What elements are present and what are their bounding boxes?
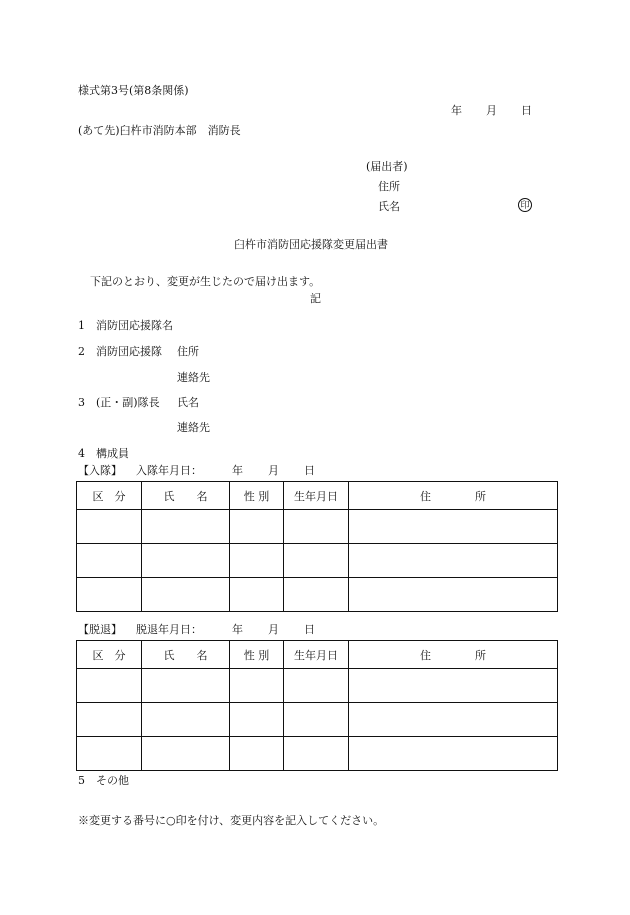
item-4-label: 4 構成員 (78, 447, 129, 460)
table-cell[interactable] (77, 703, 142, 737)
item-5-label: 5 その他 (78, 774, 129, 787)
header-address: 住 所 (349, 482, 558, 510)
table-cell[interactable] (230, 544, 284, 578)
table-cell[interactable] (284, 544, 349, 578)
table-cell[interactable] (77, 669, 142, 703)
table-cell[interactable] (284, 578, 349, 612)
applicant-address-label: 住所 (378, 180, 400, 193)
table-cell[interactable] (77, 510, 142, 544)
table-cell[interactable] (284, 737, 349, 771)
applicant-name-label: 氏名 (378, 200, 400, 213)
leave-year-label: 年 (232, 623, 243, 636)
table-cell[interactable] (349, 737, 558, 771)
date-day-label: 日 (521, 104, 532, 117)
table-cell[interactable] (284, 703, 349, 737)
join-month-label: 月 (268, 464, 279, 477)
table-cell[interactable] (349, 510, 558, 544)
table-cell[interactable] (142, 669, 230, 703)
join-day-label: 日 (304, 464, 315, 477)
table-row (77, 578, 558, 612)
table-cell[interactable] (77, 544, 142, 578)
item-2-contact-label: 連絡先 (177, 371, 210, 384)
table-row (77, 737, 558, 771)
intro-text: 下記のとおり、変更が生じたので届け出ます。 (90, 275, 321, 288)
seal-mark: 印 (518, 198, 532, 212)
table-cell[interactable] (142, 510, 230, 544)
leave-day-label: 日 (304, 623, 315, 636)
table-cell[interactable] (284, 510, 349, 544)
ki-label: 記 (310, 292, 321, 305)
table-cell[interactable] (349, 544, 558, 578)
header-division: 区 分 (77, 641, 142, 669)
table-row (77, 510, 558, 544)
leave-month-label: 月 (268, 623, 279, 636)
table-cell[interactable] (349, 669, 558, 703)
header-name: 氏 名 (142, 482, 230, 510)
table-cell[interactable] (142, 703, 230, 737)
table-cell[interactable] (142, 737, 230, 771)
header-birth-date: 生年月日 (284, 641, 349, 669)
table-cell[interactable] (230, 737, 284, 771)
table-cell[interactable] (230, 578, 284, 612)
table-cell[interactable] (284, 669, 349, 703)
join-members-table (76, 481, 558, 612)
table-cell[interactable] (77, 578, 142, 612)
table-cell[interactable] (230, 669, 284, 703)
join-label: 【入隊】 (78, 464, 122, 477)
table-header-row (77, 482, 558, 510)
header-gender: 性 別 (230, 641, 284, 669)
table-cell[interactable] (230, 510, 284, 544)
header-address: 住 所 (349, 641, 558, 669)
join-date-label: 入隊年月日： (136, 464, 202, 477)
header-gender: 性 別 (230, 482, 284, 510)
item-1-label: 1 消防団応援隊名 (78, 319, 173, 332)
date-month-label: 月 (486, 104, 497, 117)
item-3-name-label: 氏名 (177, 396, 199, 409)
item-2-address-label: 住所 (177, 345, 199, 358)
header-division: 区 分 (77, 482, 142, 510)
form-number: 様式第3号(第8条関係) (78, 84, 189, 97)
leave-members-table (76, 640, 558, 771)
table-row (77, 544, 558, 578)
applicant-heading: (届出者) (366, 160, 408, 173)
table-header-row (77, 641, 558, 669)
item-3-contact-label: 連絡先 (177, 421, 210, 434)
table-cell[interactable] (77, 737, 142, 771)
table-cell[interactable] (142, 544, 230, 578)
table-cell[interactable] (230, 703, 284, 737)
item-2-label: 2 消防団応援隊 (78, 345, 162, 358)
leave-label: 【脱退】 (78, 623, 122, 636)
document-title: 臼杵市消防団応援隊変更届出書 (234, 238, 388, 251)
date-year-label: 年 (451, 104, 462, 117)
footnote: ※変更する番号に○印を付け、変更内容を記入してください。 (78, 814, 385, 827)
table-row (77, 703, 558, 737)
table-row (77, 669, 558, 703)
leave-date-label: 脱退年月日： (136, 623, 202, 636)
header-name: 氏 名 (142, 641, 230, 669)
item-3-label: 3 (正・副)隊長 (78, 396, 160, 409)
table-cell[interactable] (349, 578, 558, 612)
addressee: (あて先)臼杵市消防本部 消防長 (78, 124, 241, 137)
header-birth-date: 生年月日 (284, 482, 349, 510)
table-cell[interactable] (349, 703, 558, 737)
join-year-label: 年 (232, 464, 243, 477)
table-cell[interactable] (142, 578, 230, 612)
